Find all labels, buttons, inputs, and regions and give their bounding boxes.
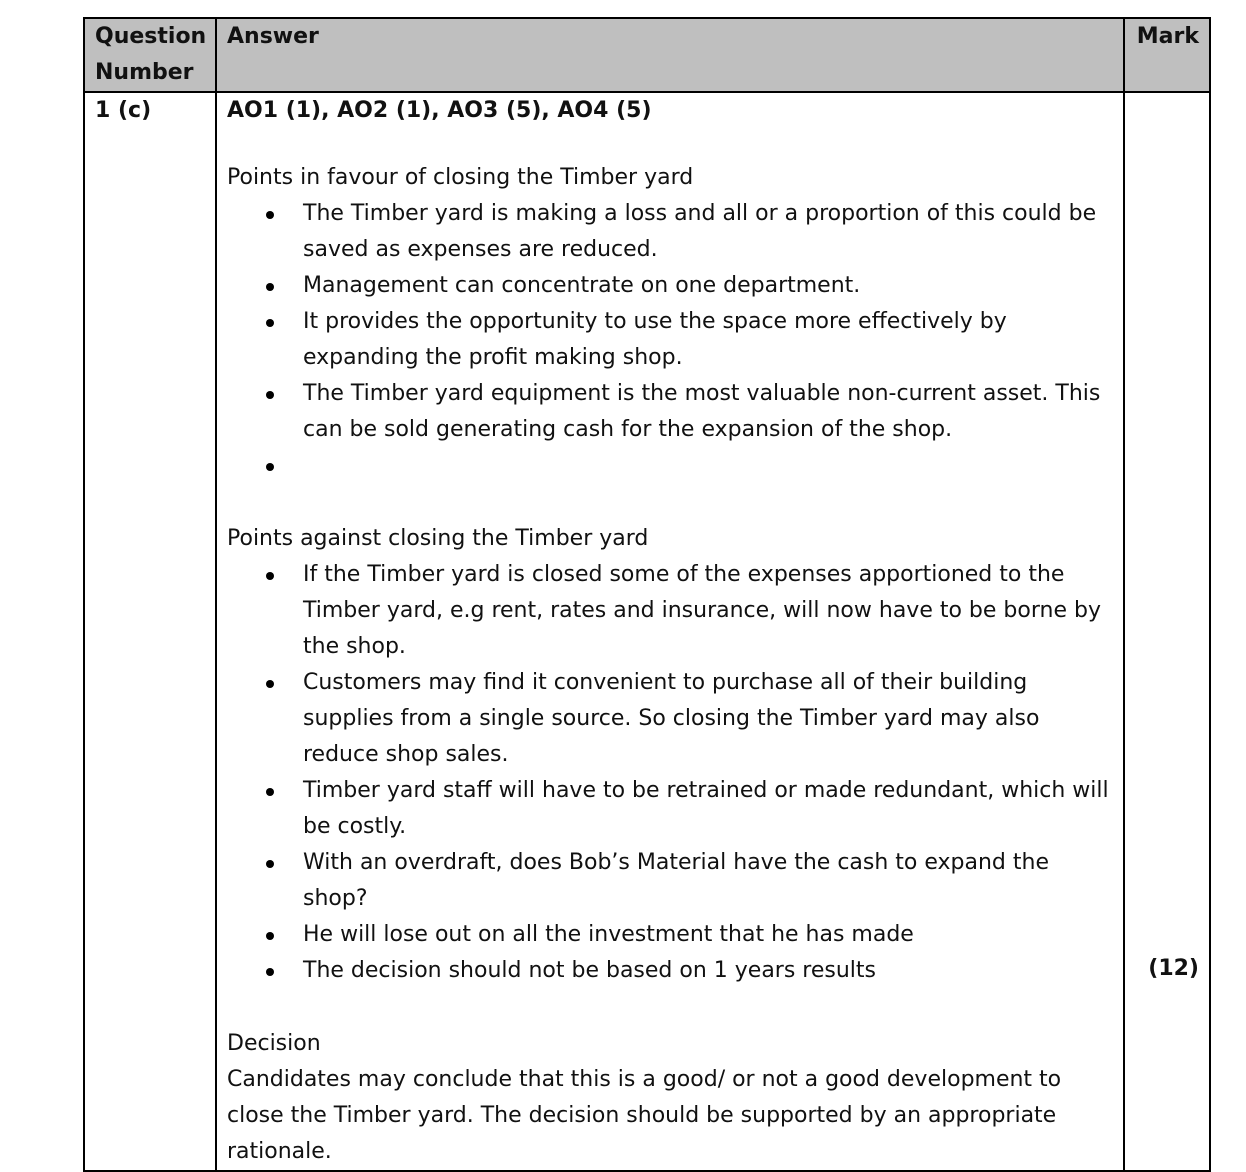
question-number-cell xyxy=(84,92,216,1171)
header-question-number: Question Number xyxy=(84,18,216,92)
mark-cell xyxy=(1124,92,1210,1171)
mark-scheme-table xyxy=(83,17,1211,1172)
against-points-list xyxy=(227,557,1113,989)
list-item: It provides the opportunity to use the space more effectively by expanding the profit making shop. xyxy=(227,304,1113,376)
list-item: The decision should not be based on 1 years results xyxy=(227,953,1113,989)
list-item: Timber yard staff will have to be retrained or made redundant, which will be costly. xyxy=(227,773,1113,845)
list-item: Management can concentrate on one department. xyxy=(227,268,1113,304)
list-item: He will lose out on all the investment that he has made xyxy=(227,917,1113,953)
list-item: The Timber yard is making a loss and all or a proportion of this could be saved as expenses are reduced. xyxy=(227,196,1113,268)
list-item: With an overdraft, does Bob’s Material have the cash to expand the shop? xyxy=(227,845,1113,917)
question-number: 1 (c) xyxy=(95,98,152,123)
table-header-row xyxy=(84,18,1210,92)
table-row xyxy=(84,92,1210,1171)
against-heading: Points against closing the Timber yard xyxy=(227,526,649,551)
decision-heading: Decision xyxy=(227,1031,321,1056)
decision-text: Candidates may conclude that this is a good/ or not a good development to close the Timber yard. The decision should be supported by an appropriate rationale. xyxy=(227,1067,1062,1164)
header-answer: Answer xyxy=(216,18,1124,92)
header-mark: Mark xyxy=(1124,18,1210,92)
answer-cell xyxy=(216,92,1124,1171)
list-item: Customers may find it convenient to purchase all of their building supplies from a single source. So closing the Timber yard may also reduce shop sales. xyxy=(227,665,1113,773)
favour-heading: Points in favour of closing the Timber yard xyxy=(227,165,694,190)
empty-list-item xyxy=(227,448,1113,484)
list-item: The Timber yard equipment is the most valuable non-current asset. This can be sold generating cash for the expansion of the shop. xyxy=(227,376,1113,448)
assessment-objectives: AO1 (1), AO2 (1), AO3 (5), AO4 (5) xyxy=(227,98,652,123)
list-item: If the Timber yard is closed some of the expenses apportioned to the Timber yard, e.g rent, rates and insurance, will now have to be borne by the shop. xyxy=(227,557,1113,665)
mark-value: (12) xyxy=(1148,956,1199,981)
favour-points-list xyxy=(227,196,1113,484)
